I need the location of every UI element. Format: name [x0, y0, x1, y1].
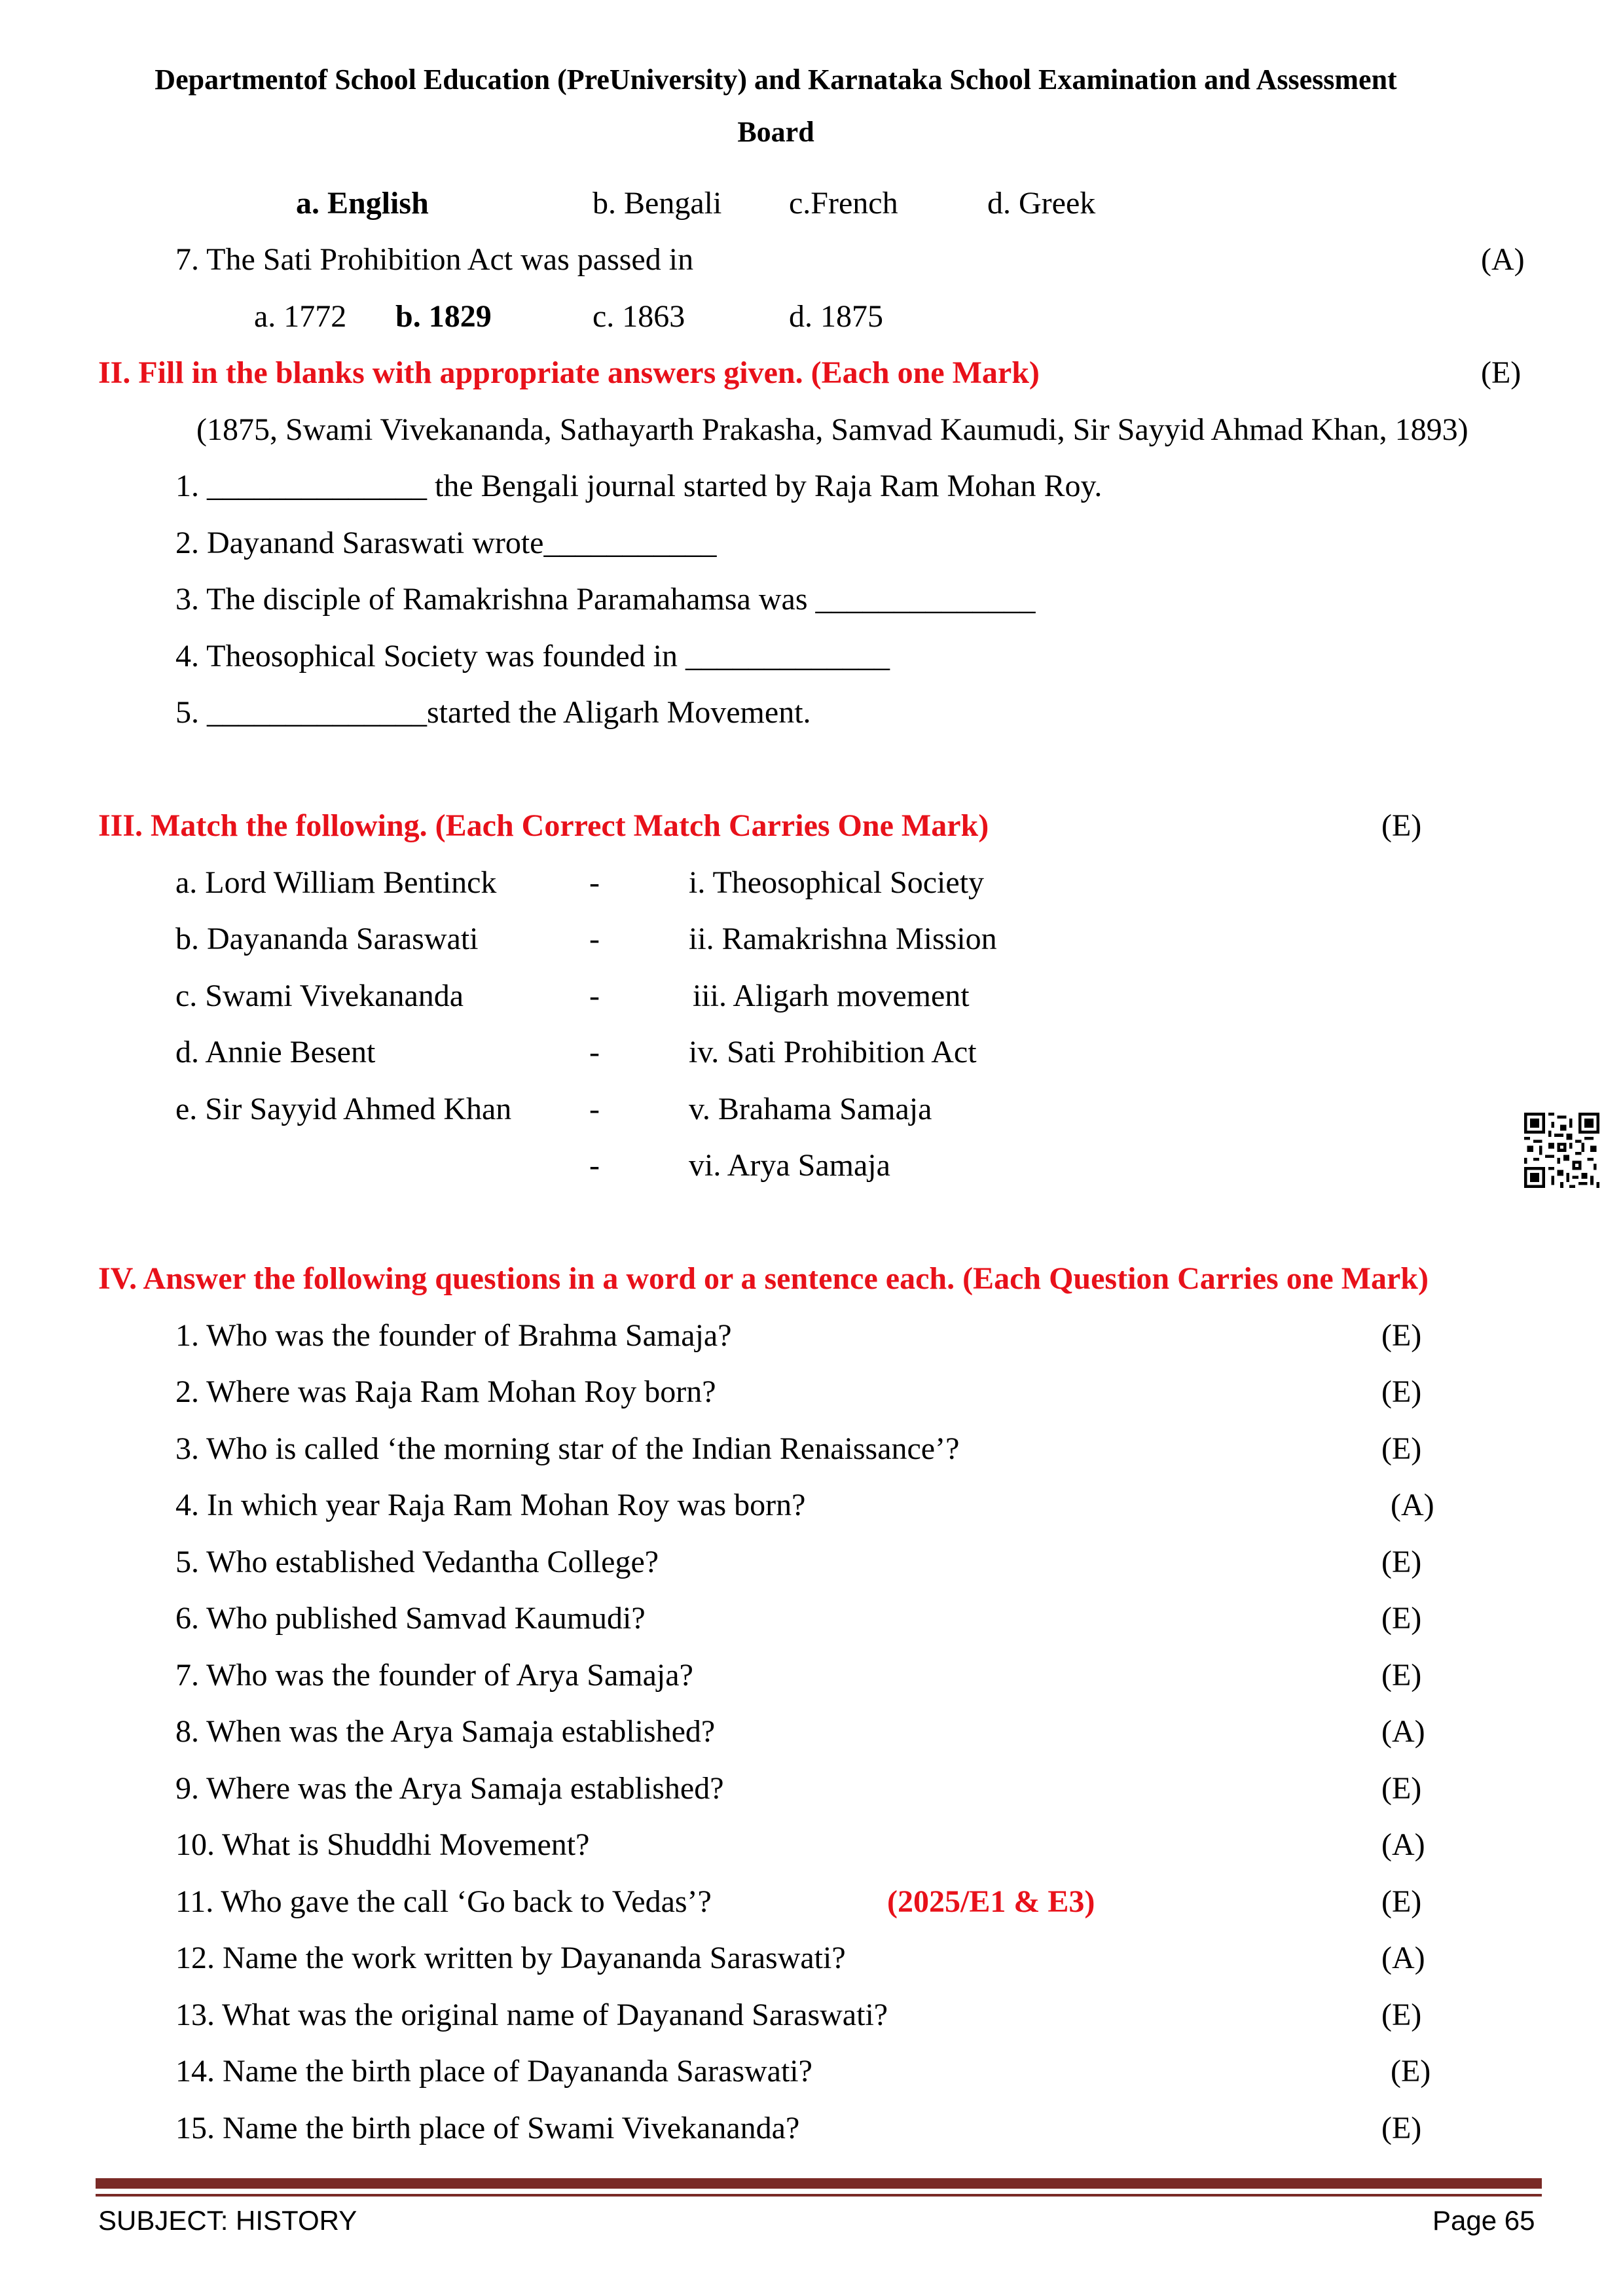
section-2-level: (E)	[1481, 355, 1522, 390]
match-dash: -	[589, 865, 600, 900]
q6-option-a: a. English	[296, 186, 429, 221]
question-15-level: (E)	[1381, 2111, 1422, 2145]
match-left-a: a. Lord William Bentinck	[175, 865, 497, 900]
question-11-level: (E)	[1381, 1884, 1422, 1919]
footer-subject: SUBJECT: HISTORY	[98, 2205, 357, 2236]
match-right-iv: iv. Sati Prohibition Act	[689, 1035, 977, 1069]
match-dash: -	[589, 1092, 600, 1126]
q6-option-c: c.French	[789, 186, 898, 221]
question-9-level: (E)	[1381, 1771, 1422, 1806]
question-5-level: (E)	[1381, 1545, 1422, 1579]
question-4-level: (A)	[1391, 1488, 1434, 1522]
fill-blank-4: 4. Theosophical Society was founded in _____________	[175, 639, 890, 673]
q7-text: 7. The Sati Prohibition Act was passed in	[175, 242, 694, 277]
question-8: 8. When was the Arya Samaja established?	[175, 1714, 716, 1749]
match-dash: -	[589, 978, 600, 1013]
question-13: 13. What was the original name of Dayanand Saraswati?	[175, 1998, 888, 2032]
section-2-title: II. Fill in the blanks with appropriate answers given. (Each one Mark)	[98, 355, 1040, 390]
match-left-d: d. Annie Besent	[175, 1035, 376, 1069]
q7-level: (A)	[1481, 242, 1525, 277]
fill-blank-2: 2. Dayanand Saraswati wrote___________	[175, 526, 717, 560]
section-4-title: IV. Answer the following questions in a word or a sentence each. (Each Question Carries one Mark)	[98, 1261, 1429, 1296]
match-right-ii: ii. Ramakrishna Mission	[689, 922, 997, 956]
footer-rule	[96, 2178, 1542, 2189]
question-5: 5. Who established Vedantha College?	[175, 1545, 659, 1579]
fill-blank-3: 3. The disciple of Ramakrishna Paramahamsa was ______________	[175, 582, 1036, 617]
question-2: 2. Where was Raja Ram Mohan Roy born?	[175, 1374, 716, 1409]
match-left-c: c. Swami Vivekananda	[175, 978, 464, 1013]
q7-option-a: a. 1772	[254, 299, 347, 334]
question-14-level: (E)	[1391, 2054, 1431, 2089]
section-3-title: III. Match the following. (Each Correct Match Carries One Mark)	[98, 808, 989, 843]
q6-option-b: b. Bengali	[593, 186, 722, 221]
section-2-options: (1875, Swami Vivekananda, Sathayarth Prakasha, Samvad Kaumudi, Sir Sayyid Ahmad Khan, 1893)	[196, 412, 1468, 447]
question-10: 10. What is Shuddhi Movement?	[175, 1827, 590, 1862]
q7-option-b: b. 1829	[395, 299, 492, 334]
question-3: 3. Who is called ‘the morning star of the Indian Renaissance’?	[175, 1431, 960, 1466]
question-14: 14. Name the birth place of Dayananda Saraswati?	[175, 2054, 812, 2089]
footer-rule-thin	[96, 2194, 1542, 2197]
question-2-level: (E)	[1381, 1374, 1422, 1409]
question-10-level: (A)	[1381, 1827, 1425, 1862]
section-3-level: (E)	[1381, 808, 1422, 843]
fill-blank-5: 5. ______________started the Aligarh Movement.	[175, 695, 811, 730]
question-11: 11. Who gave the call ‘Go back to Vedas’?	[175, 1884, 712, 1919]
q7-option-c: c. 1863	[593, 299, 685, 334]
question-3-level: (E)	[1381, 1431, 1422, 1466]
question-11-tag: (2025/E1 & E3)	[887, 1884, 1095, 1919]
question-15: 15. Name the birth place of Swami Vivekananda?	[175, 2111, 800, 2145]
question-7: 7. Who was the founder of Arya Samaja?	[175, 1658, 693, 1693]
match-left-b: b. Dayananda Saraswati	[175, 922, 479, 956]
question-12: 12. Name the work written by Dayananda Saraswati?	[175, 1941, 846, 1975]
question-12-level: (A)	[1381, 1941, 1425, 1975]
footer-page-number: Page 65	[1432, 2205, 1535, 2236]
question-1: 1. Who was the founder of Brahma Samaja?	[175, 1318, 732, 1353]
q6-option-d: d. Greek	[987, 186, 1096, 221]
match-right-vi: vi. Arya Samaja	[689, 1148, 890, 1183]
match-right-v: v. Brahama Samaja	[689, 1092, 932, 1126]
q7-option-d: d. 1875	[789, 299, 883, 334]
header-line-2: Board	[737, 116, 814, 148]
question-7-level: (E)	[1381, 1658, 1422, 1693]
question-1-level: (E)	[1381, 1318, 1422, 1353]
question-4: 4. In which year Raja Ram Mohan Roy was born?	[175, 1488, 806, 1522]
question-8-level: (A)	[1381, 1714, 1425, 1749]
match-left-e: e. Sir Sayyid Ahmed Khan	[175, 1092, 512, 1126]
match-dash: -	[589, 1148, 600, 1183]
question-9: 9. Where was the Arya Samaja established?	[175, 1771, 724, 1806]
question-13-level: (E)	[1381, 1998, 1422, 2032]
qr-code-icon	[1524, 1113, 1599, 1188]
header-line-1: Departmentof School Education (PreUniversity) and Karnataka School Examination and Assessment	[155, 63, 1397, 96]
match-dash: -	[589, 922, 600, 956]
match-right-i: i. Theosophical Society	[689, 865, 985, 900]
match-right-iii: iii. Aligarh movement	[693, 978, 970, 1013]
match-dash: -	[589, 1035, 600, 1069]
fill-blank-1: 1. ______________ the Bengali journal started by Raja Ram Mohan Roy.	[175, 469, 1103, 503]
question-6: 6. Who published Samvad Kaumudi?	[175, 1601, 646, 1636]
question-6-level: (E)	[1381, 1601, 1422, 1636]
